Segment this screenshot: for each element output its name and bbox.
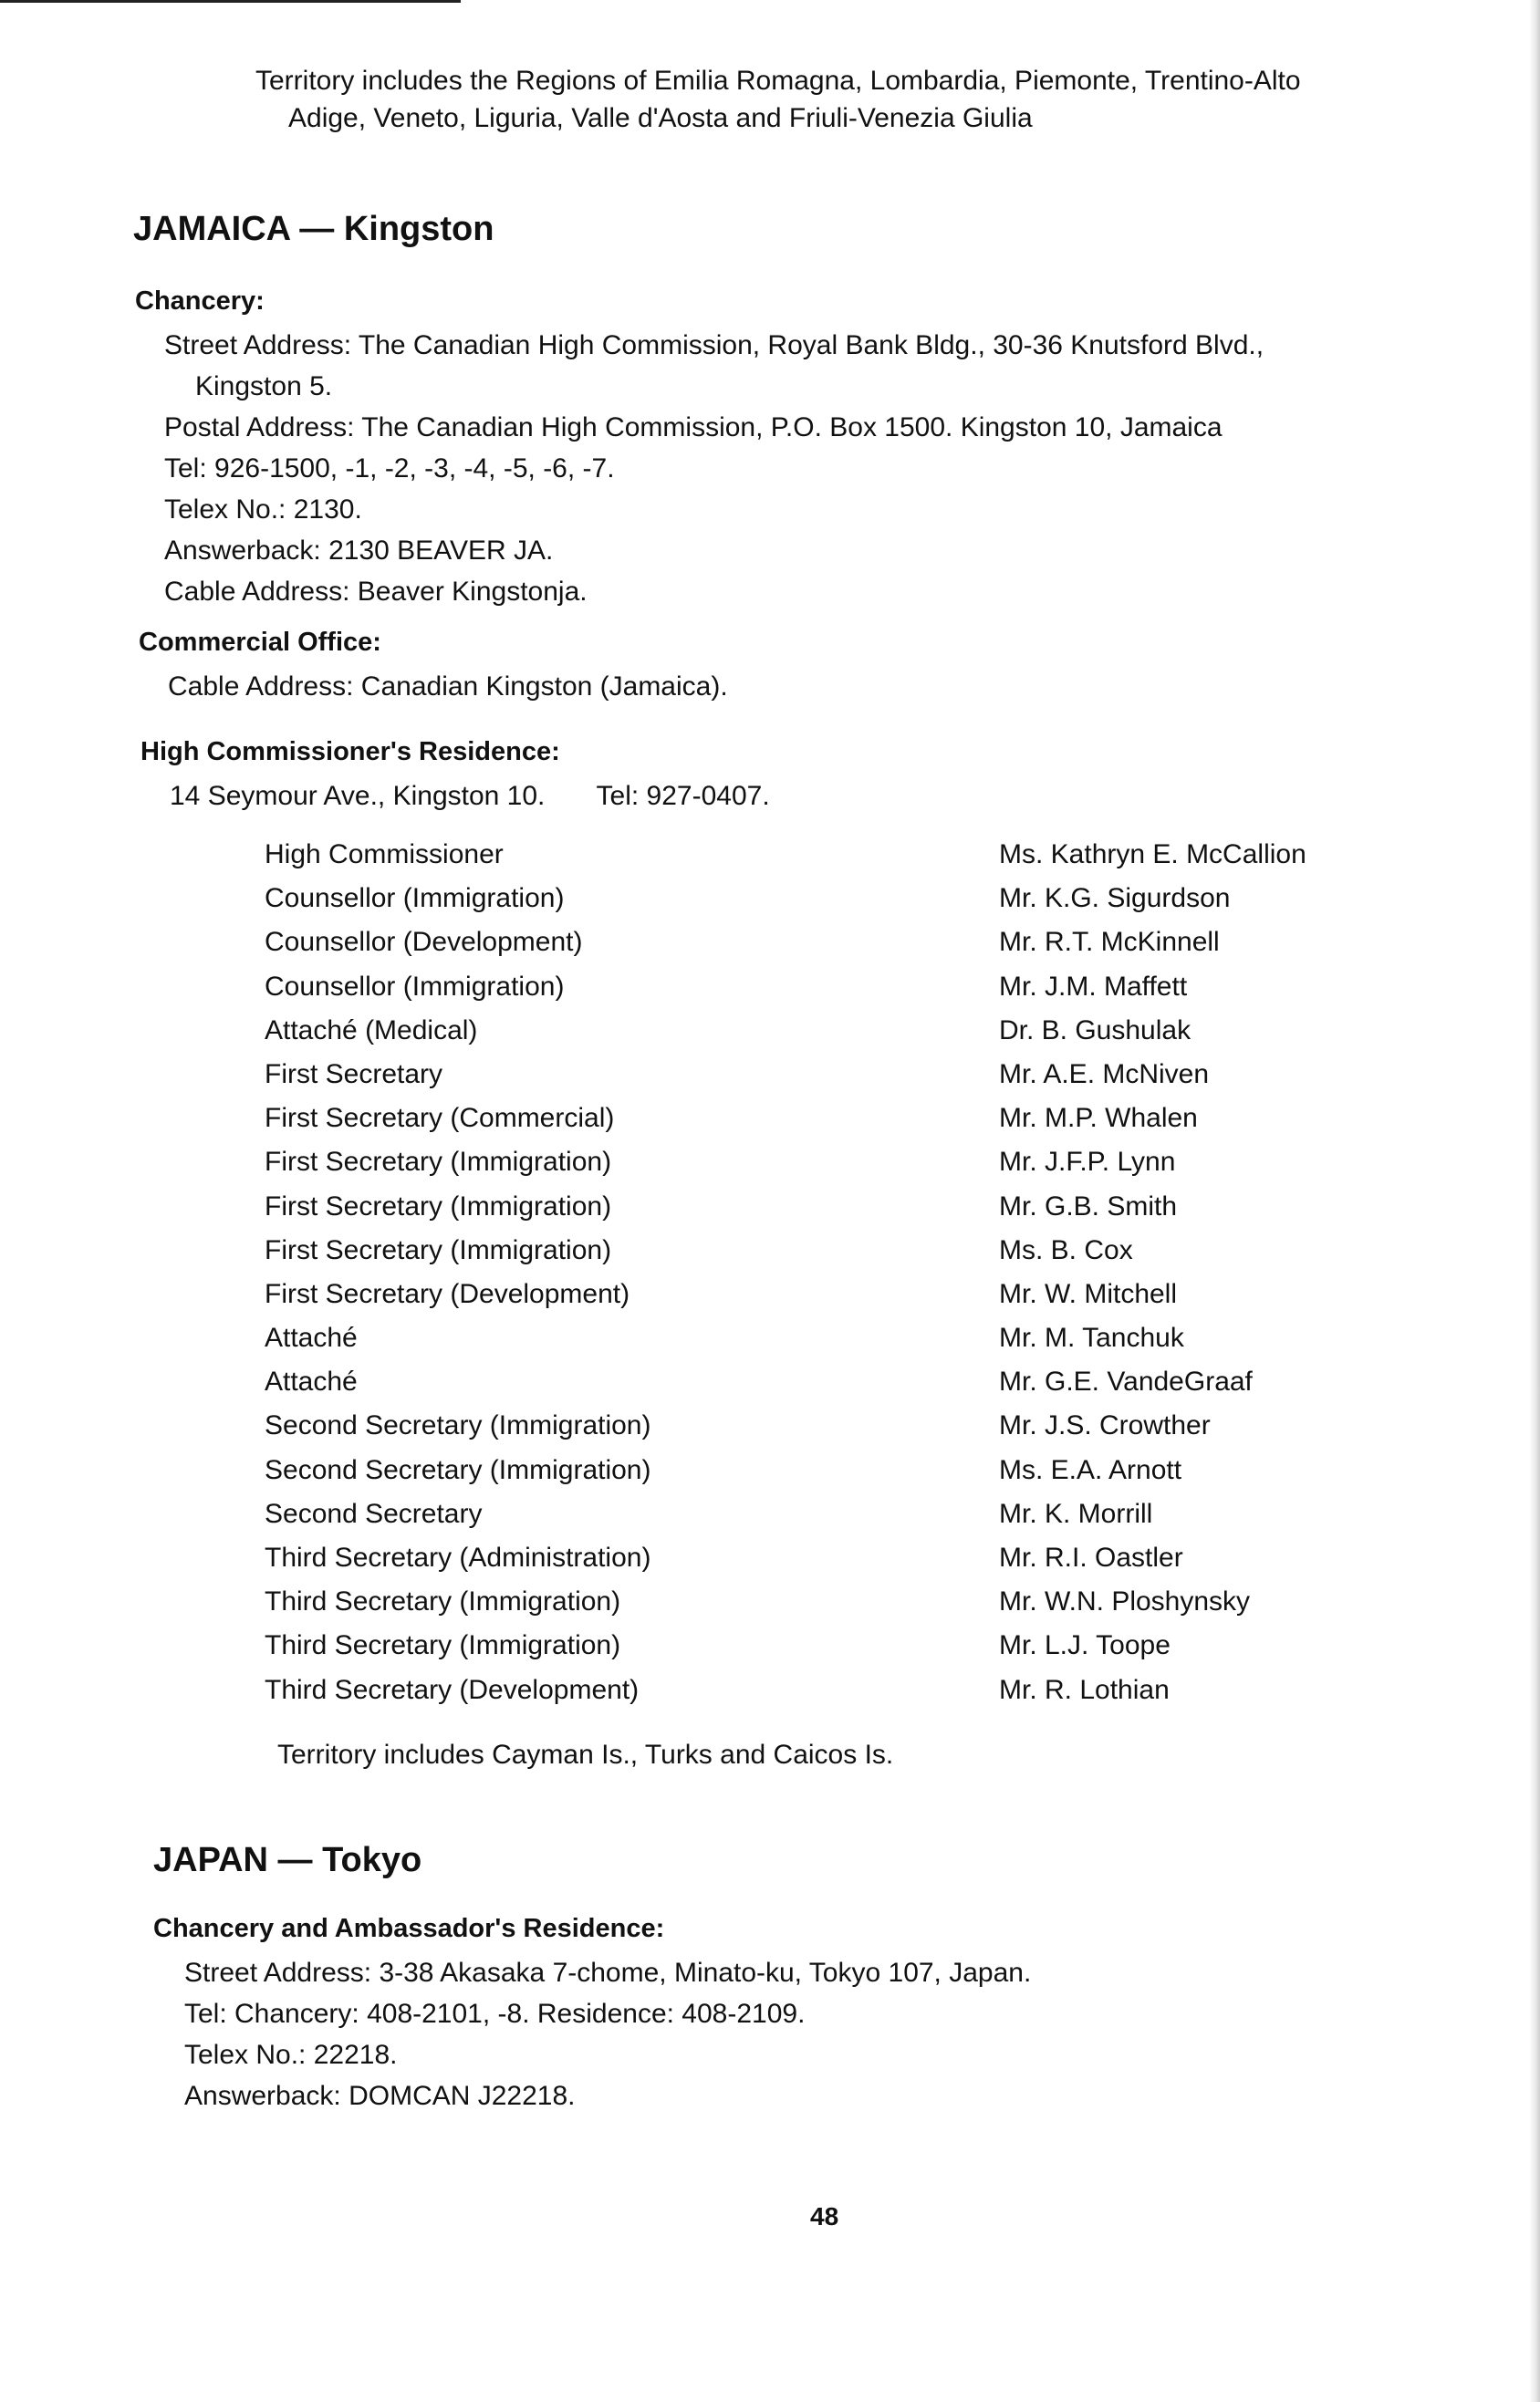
page-number: 48 bbox=[810, 2202, 839, 2230]
staff-row bbox=[265, 1191, 1306, 1235]
staff-name: Mr. R.I. Oastler bbox=[999, 1543, 1183, 1573]
staff-row bbox=[265, 1235, 1306, 1279]
staff-position: Attaché (Medical) bbox=[265, 1014, 478, 1045]
staff-name: Mr. J.F.P. Lynn bbox=[999, 1147, 1176, 1178]
staff-row bbox=[265, 839, 1306, 883]
staff-row bbox=[265, 1103, 1306, 1147]
jamaica-territory-note: Territory includes Cayman Is., Turks and Caicos Is. bbox=[277, 1740, 894, 1770]
japan-tel: Tel: Chancery: 408-2101, -8. Residence: 408-2109. bbox=[184, 1999, 806, 2029]
staff-name: Ms. E.A. Arnott bbox=[999, 1454, 1182, 1485]
staff-name: Dr. B. Gushulak bbox=[999, 1014, 1191, 1045]
staff-row bbox=[265, 1630, 1306, 1674]
jamaica-chancery-heading: Chancery: bbox=[135, 286, 265, 316]
staff-position: First Secretary (Immigration) bbox=[265, 1147, 612, 1178]
staff-row bbox=[265, 1147, 1306, 1191]
residence-tel: Tel: 927-0407. bbox=[596, 781, 770, 811]
staff-position: Third Secretary (Immigration) bbox=[265, 1630, 621, 1661]
staff-position: Attaché bbox=[265, 1323, 358, 1354]
staff-name: Mr. A.E. McNiven bbox=[999, 1058, 1210, 1089]
staff-name: Ms. B. Cox bbox=[999, 1234, 1133, 1265]
intro-line-1: Territory includes the Regions of Emilia Romagna, Lombardia, Piemonte, Trentino-Alto bbox=[255, 66, 1301, 96]
staff-position: Second Secretary (Immigration) bbox=[265, 1454, 651, 1485]
staff-name: Mr. L.J. Toope bbox=[999, 1630, 1171, 1661]
staff-row bbox=[265, 1455, 1306, 1499]
commercial-cable: Cable Address: Canadian Kingston (Jamaica). bbox=[168, 671, 728, 702]
japan-details bbox=[184, 1952, 1370, 2116]
staff-position: Attaché bbox=[265, 1367, 358, 1398]
chancery-answerback: Answerback: 2130 BEAVER JA. bbox=[164, 536, 554, 566]
chancery-cable: Cable Address: Beaver Kingstonja. bbox=[164, 577, 588, 607]
staff-name: Mr. R. Lothian bbox=[999, 1674, 1170, 1705]
staff-name: Mr. W. Mitchell bbox=[999, 1278, 1178, 1309]
staff-row bbox=[265, 1543, 1306, 1586]
staff-position: Counsellor (Immigration) bbox=[265, 971, 565, 1002]
italy-territory-note bbox=[255, 62, 1414, 137]
residence-details bbox=[170, 775, 770, 816]
chancery-street-line-2: Kingston 5. bbox=[195, 371, 333, 401]
staff-row bbox=[265, 1367, 1306, 1410]
staff-position: First Secretary (Immigration) bbox=[265, 1234, 612, 1265]
japan-telex: Telex No.: 22218. bbox=[184, 2040, 398, 2070]
chancery-street-line-1: Street Address: The Canadian High Commission, Royal Bank Bldg., 30-36 Knutsford Blvd., bbox=[164, 330, 1264, 360]
staff-row bbox=[265, 1586, 1306, 1630]
chancery-tel: Tel: 926-1500, -1, -2, -3, -4, -5, -6, -7. bbox=[164, 453, 615, 484]
staff-name: Mr. J.M. Maffett bbox=[999, 971, 1188, 1002]
staff-position: First Secretary (Immigration) bbox=[265, 1191, 612, 1222]
chancery-telex: Telex No.: 2130. bbox=[164, 494, 362, 525]
japan-title: JAPAN — Tokyo bbox=[153, 1841, 422, 1879]
staff-position: Third Secretary (Immigration) bbox=[265, 1586, 621, 1617]
staff-name: Ms. Kathryn E. McCallion bbox=[999, 839, 1306, 869]
staff-name: Mr. G.B. Smith bbox=[999, 1191, 1178, 1222]
staff-row bbox=[265, 1499, 1306, 1543]
staff-position: Second Secretary (Immigration) bbox=[265, 1410, 651, 1441]
jamaica-title: JAMAICA — Kingston bbox=[133, 210, 494, 248]
staff-row bbox=[265, 1279, 1306, 1323]
staff-name: Mr. K. Morrill bbox=[999, 1498, 1153, 1529]
staff-row bbox=[265, 1323, 1306, 1367]
staff-row bbox=[265, 1059, 1306, 1103]
staff-position: First Secretary (Development) bbox=[265, 1278, 630, 1309]
staff-position: Second Secretary bbox=[265, 1498, 483, 1529]
jamaica-chancery-details bbox=[164, 325, 1423, 612]
intro-line-2: Adige, Veneto, Liguria, Valle d'Aosta and Friuli-Venezia Giulia bbox=[288, 103, 1033, 133]
staff-name: Mr. W.N. Ploshynsky bbox=[999, 1586, 1251, 1617]
staff-name: Mr. G.E. VandeGraaf bbox=[999, 1367, 1253, 1398]
staff-position: First Secretary (Commercial) bbox=[265, 1103, 615, 1134]
commercial-office-heading: Commercial Office: bbox=[139, 628, 381, 657]
residence-heading: High Commissioner's Residence: bbox=[140, 737, 560, 766]
staff-name: Mr. R.T. McKinnell bbox=[999, 927, 1220, 958]
staff-name: Mr. J.S. Crowther bbox=[999, 1410, 1211, 1441]
staff-position: Third Secretary (Administration) bbox=[265, 1543, 651, 1573]
staff-row bbox=[265, 883, 1306, 927]
staff-position: Third Secretary (Development) bbox=[265, 1674, 640, 1705]
staff-row bbox=[265, 927, 1306, 971]
staff-row bbox=[265, 1410, 1306, 1454]
staff-name: Mr. K.G. Sigurdson bbox=[999, 883, 1231, 914]
japan-street: Street Address: 3-38 Akasaka 7-chome, Minato-ku, Tokyo 107, Japan. bbox=[184, 1958, 1032, 1988]
staff-position: Counsellor (Development) bbox=[265, 927, 583, 958]
staff-row bbox=[265, 1675, 1306, 1719]
staff-list bbox=[265, 839, 1306, 1719]
japan-chancery-heading: Chancery and Ambassador's Residence: bbox=[153, 1914, 665, 1943]
chancery-postal: Postal Address: The Canadian High Commission, P.O. Box 1500. Kingston 10, Jamaica bbox=[164, 412, 1223, 442]
staff-row bbox=[265, 1015, 1306, 1059]
staff-name: Mr. M.P. Whalen bbox=[999, 1103, 1198, 1134]
staff-position: High Commissioner bbox=[265, 839, 504, 869]
staff-name: Mr. M. Tanchuk bbox=[999, 1323, 1184, 1354]
staff-position: First Secretary bbox=[265, 1058, 443, 1089]
residence-address: 14 Seymour Ave., Kingston 10. bbox=[170, 781, 546, 811]
staff-row bbox=[265, 972, 1306, 1015]
japan-answerback: Answerback: DOMCAN J22218. bbox=[184, 2081, 576, 2111]
staff-position: Counsellor (Immigration) bbox=[265, 883, 565, 914]
